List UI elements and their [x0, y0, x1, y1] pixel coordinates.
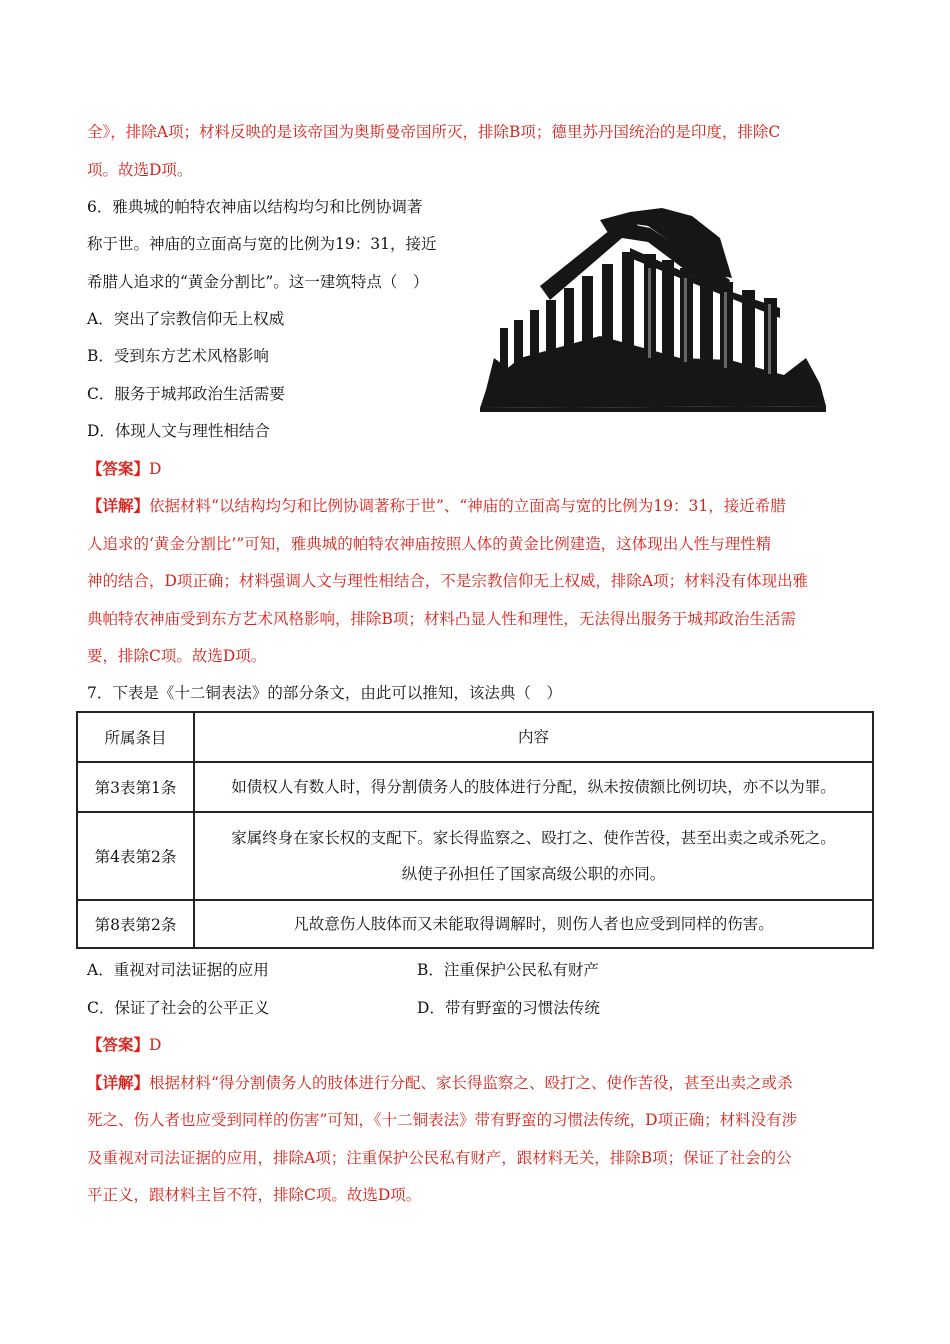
q7-explain-line-4: 平正义，跟材料主旨不符，排除C项。故选D项。: [87, 1186, 422, 1204]
q7-answer-tag: 【答案】: [87, 1035, 150, 1054]
table-cell-content: 凡故意伤人肢体而又未能取得调解时，则伤人者也应受到同样的伤害。: [194, 900, 873, 948]
q6-explain-line-2: 人追求的‘黄金分割比’”可知，雅典城的帕特农神庙按照人体的黄金比例建造，这体现出人性与理性精: [87, 535, 772, 553]
q6-explain-line-3: 神的结合，D项正确；材料强调人文与理性相结合，不是宗教信仰无上权威，排除A项；材料没有体现出雅: [87, 572, 809, 590]
q7-option-a: A．重视对司法证据的应用: [87, 961, 269, 979]
q6-explain-text-1: 依据材料“以结构均匀和比例协调著称于世”、“神庙的立面高与宽的比例为19：31，接近希腊: [149, 497, 786, 515]
q7-stem: 7．下表是《十二铜表法》的部分条文，由此可以推知，该法典（ ）: [87, 684, 562, 702]
q6-explain-tag: 【详解】: [87, 496, 150, 515]
table-cell-content: 如债权人有数人时，得分割债务人的肢体进行分配，纵未按债额比例切块，亦不以为罪。: [194, 762, 873, 812]
table-cell-content-line-2: 纵使子孙担任了国家高级公职的亦同。: [401, 865, 666, 883]
q7-explain-text-1: 根据材料“得分割债务人的肢体进行分配、家长得监察之、殴打之、使作苦役，甚至出卖之或杀: [149, 1074, 793, 1092]
carryover-line-2: 项。故选D项。: [87, 161, 193, 179]
q6-stem-line-1: 6．雅典城的帕特农神庙以结构均匀和比例协调著: [87, 198, 423, 216]
table-cell-content: [194, 812, 873, 900]
law-table: [76, 711, 874, 949]
q6-option-c: C．服务于城邦政治生活需要: [87, 385, 285, 403]
q6-answer: [87, 459, 161, 479]
q6-option-a: A．突出了宗教信仰无上权威: [87, 310, 285, 328]
q6-answer-value: D: [149, 460, 162, 478]
table-cell-item: 第4表第2条: [77, 812, 194, 900]
q6-stem-line-3: 希腊人追求的“黄金分割比”。这一建筑特点（ ）: [87, 273, 429, 291]
parthenon-illustration: [480, 208, 826, 412]
table-header-row: [77, 712, 873, 762]
q7-explain-line-2: 死之、伤人者也应受到同样的伤害”可知，《十二铜表法》带有野蛮的习惯法传统，D项正确；材料没有涉: [87, 1111, 798, 1129]
table-header-item: 所属条目: [77, 712, 194, 762]
table-row: [77, 900, 873, 948]
q6-explain-line-1: [87, 496, 786, 516]
table-cell-content-line-1: 家属终身在家长权的支配下。家长得监察之、殴打之、使作苦役，甚至出卖之或杀死之。: [231, 829, 836, 847]
q7-explain-tag: 【详解】: [87, 1073, 150, 1092]
table-cell-item: 第3表第1条: [77, 762, 194, 812]
q6-answer-tag: 【答案】: [87, 459, 150, 478]
q6-option-d: D．体现人文与理性相结合: [87, 422, 270, 440]
table-row: [77, 812, 873, 900]
q6-explain-line-4: 典帕特农神庙受到东方艺术风格影响，排除B项；材料凸显人性和理性，无法得出服务于城邦政治生活需: [87, 610, 796, 628]
q6-stem-line-2: 称于世。神庙的立面高与宽的比例为19：31，接近: [87, 235, 437, 253]
q7-answer-value: D: [149, 1036, 162, 1054]
table-cell-item: 第8表第2条: [77, 900, 194, 948]
q7-option-c: C．保证了社会的公平正义: [87, 999, 270, 1017]
table-row: [77, 762, 873, 812]
q7-explain-line-1: [87, 1073, 792, 1093]
q7-option-b: B．注重保护公民私有财产: [417, 961, 599, 979]
q7-explain-line-3: 及重视对司法证据的应用，排除A项；注重保护公民私有财产，跟材料无关，排除B项；保证了社会的公: [87, 1149, 792, 1167]
q7-option-d: D．带有野蛮的习惯法传统: [417, 999, 600, 1017]
table-header-content: 内容: [194, 712, 873, 762]
carryover-line-1: 全》，排除A项；材料反映的是该帝国为奥斯曼帝国所灭，排除B项；德里苏丹国统治的是印度，排除C: [87, 123, 781, 141]
q7-answer: [87, 1035, 161, 1055]
q6-option-b: B．受到东方艺术风格影响: [87, 347, 269, 365]
q6-explain-line-5: 要，排除C项。故选D项。: [87, 647, 267, 665]
